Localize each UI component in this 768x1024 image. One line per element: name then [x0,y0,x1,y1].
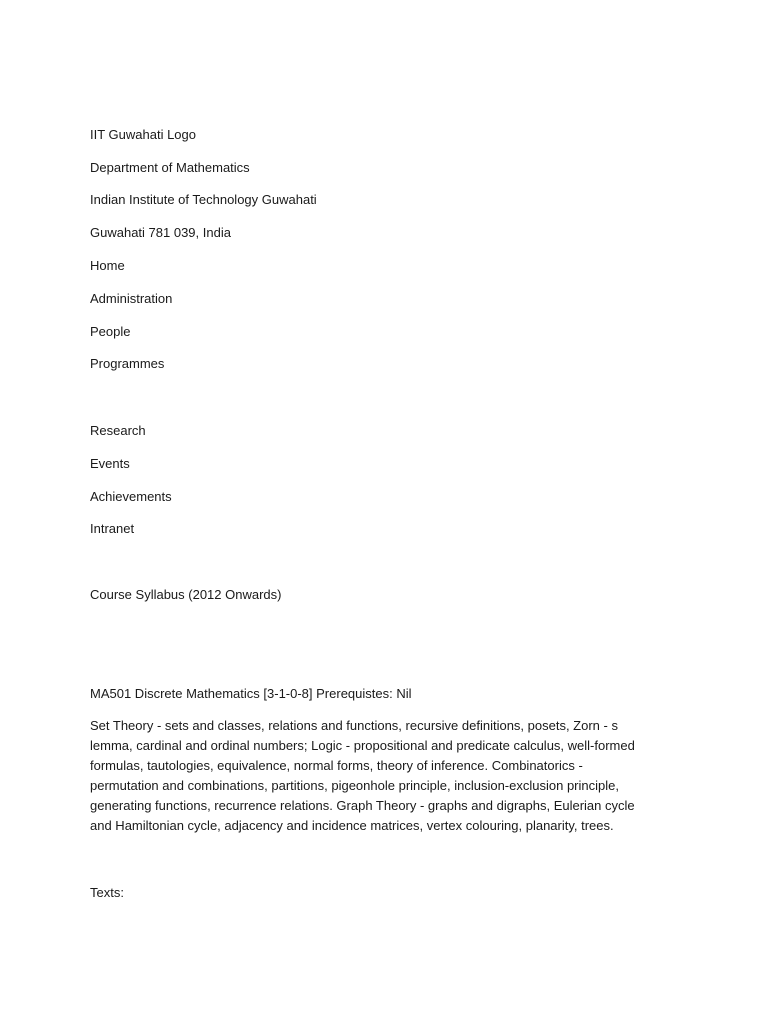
nav-link-administration[interactable]: Administration [90,291,173,306]
nav-link-people[interactable]: People [90,324,131,339]
nav-link-home[interactable]: Home [90,258,125,273]
institute-address: Guwahati 781 039, India [90,225,231,240]
course-description: Set Theory - sets and classes, relations and functions, recursive definitions, posets, Zorn - s lemma, cardinal and ordinal numbers; Logic - propositional and predicate calculus, well-formed formulas, tautologies, equivalence, normal forms, theory of inference. Combinatorics - permutation and combinations, partitions, pigeonhole principle, inclusion-exclusion principle, generating functions, recurrence relations. Graph Theory - graphs and digraphs, Eulerian cycle and Hamiltonian cycle, adjacency and incidence matrices, vertex colouring, planarity, trees. [90,718,635,833]
nav-link-achievements[interactable]: Achievements [90,489,172,504]
department-name: Department of Mathematics [90,160,250,175]
nav-link-programmes[interactable]: Programmes [90,356,165,371]
syllabus-title: Course Syllabus (2012 Onwards) [90,587,282,602]
logo-alt-text: IIT Guwahati Logo [90,127,196,142]
texts-label: Texts: [90,885,124,900]
nav-link-events[interactable]: Events [90,456,130,471]
course-heading: MA501 Discrete Mathematics [3-1-0-8] Prerequistes: Nil [90,686,412,701]
nav-link-research[interactable]: Research [90,423,146,438]
nav-link-intranet[interactable]: Intranet [90,521,135,536]
institute-name: Indian Institute of Technology Guwahati [90,192,317,207]
